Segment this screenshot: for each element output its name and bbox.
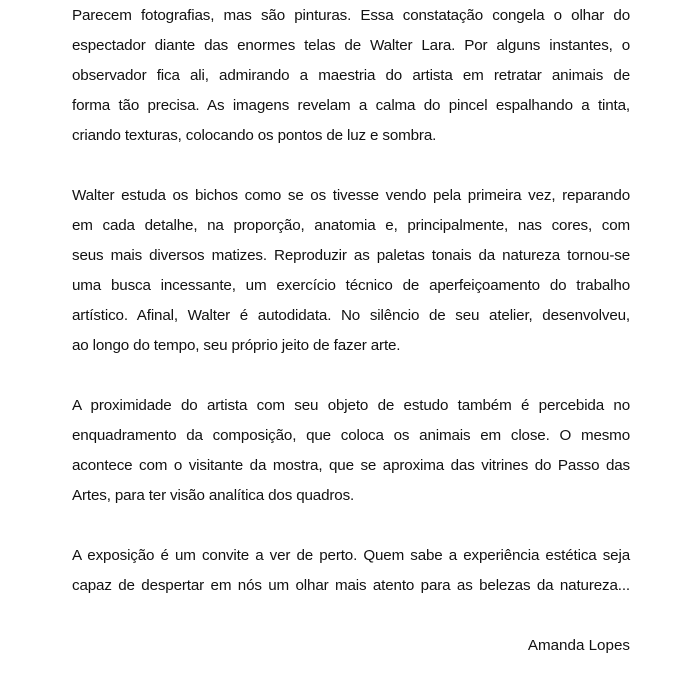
text-line: capaz de despertar em nós um olhar mais atento para as belezas da natureza... — [72, 577, 630, 594]
document-page — [72, 0, 630, 661]
paragraph-1 — [72, 0, 630, 151]
text-line: forma tão precisa. As imagens revelam a calma do pincel espalhando a tinta, — [72, 97, 630, 114]
text-line: criando texturas, colocando os pontos de luz e sombra. — [72, 127, 437, 144]
paragraph-gap — [72, 601, 630, 631]
text-line: enquadramento da composição, que coloca os animais em close. O mesmo — [72, 427, 630, 444]
text-line: uma busca incessante, um exercício técnico de aperfeiçoamento do trabalho — [72, 277, 630, 294]
text-line: A exposição é um convite a ver de perto. Quem sabe a experiência estética seja — [72, 547, 630, 564]
text-line: seus mais diversos matizes. Reproduzir as paletas tonais da natureza tornou-se — [72, 247, 630, 264]
text-line: em cada detalhe, na proporção, anatomia e, principalmente, nas cores, com — [72, 217, 630, 234]
text-line: acontece com o visitante da mostra, que se aproxima das vitrines do Passo das — [72, 457, 630, 474]
paragraph-4 — [72, 541, 630, 601]
author-signature: Amanda Lopes — [527, 637, 630, 654]
text-line: ao longo do tempo, seu próprio jeito de fazer arte. — [72, 337, 401, 354]
text-line: artístico. Afinal, Walter é autodidata. No silêncio de seu atelier, desenvolveu, — [72, 307, 630, 324]
text-line: Parecem fotografias, mas são pinturas. Essa constatação congela o olhar do — [72, 7, 630, 24]
text-line: Artes, para ter visão analítica dos quadros. — [72, 487, 355, 504]
paragraph-gap — [72, 151, 630, 181]
text-line: espectador diante das enormes telas de Walter Lara. Por alguns instantes, o — [72, 37, 630, 54]
paragraph-2 — [72, 181, 630, 361]
text-line: A proximidade do artista com seu objeto de estudo também é percebida no — [72, 397, 630, 414]
text-line: Walter estuda os bichos como se os tivesse vendo pela primeira vez, reparando — [72, 187, 630, 204]
paragraph-gap — [72, 511, 630, 541]
text-line: observador fica ali, admirando a maestria do artista em retratar animais de — [72, 67, 630, 84]
paragraph-3 — [72, 391, 630, 511]
paragraph-gap — [72, 361, 630, 391]
